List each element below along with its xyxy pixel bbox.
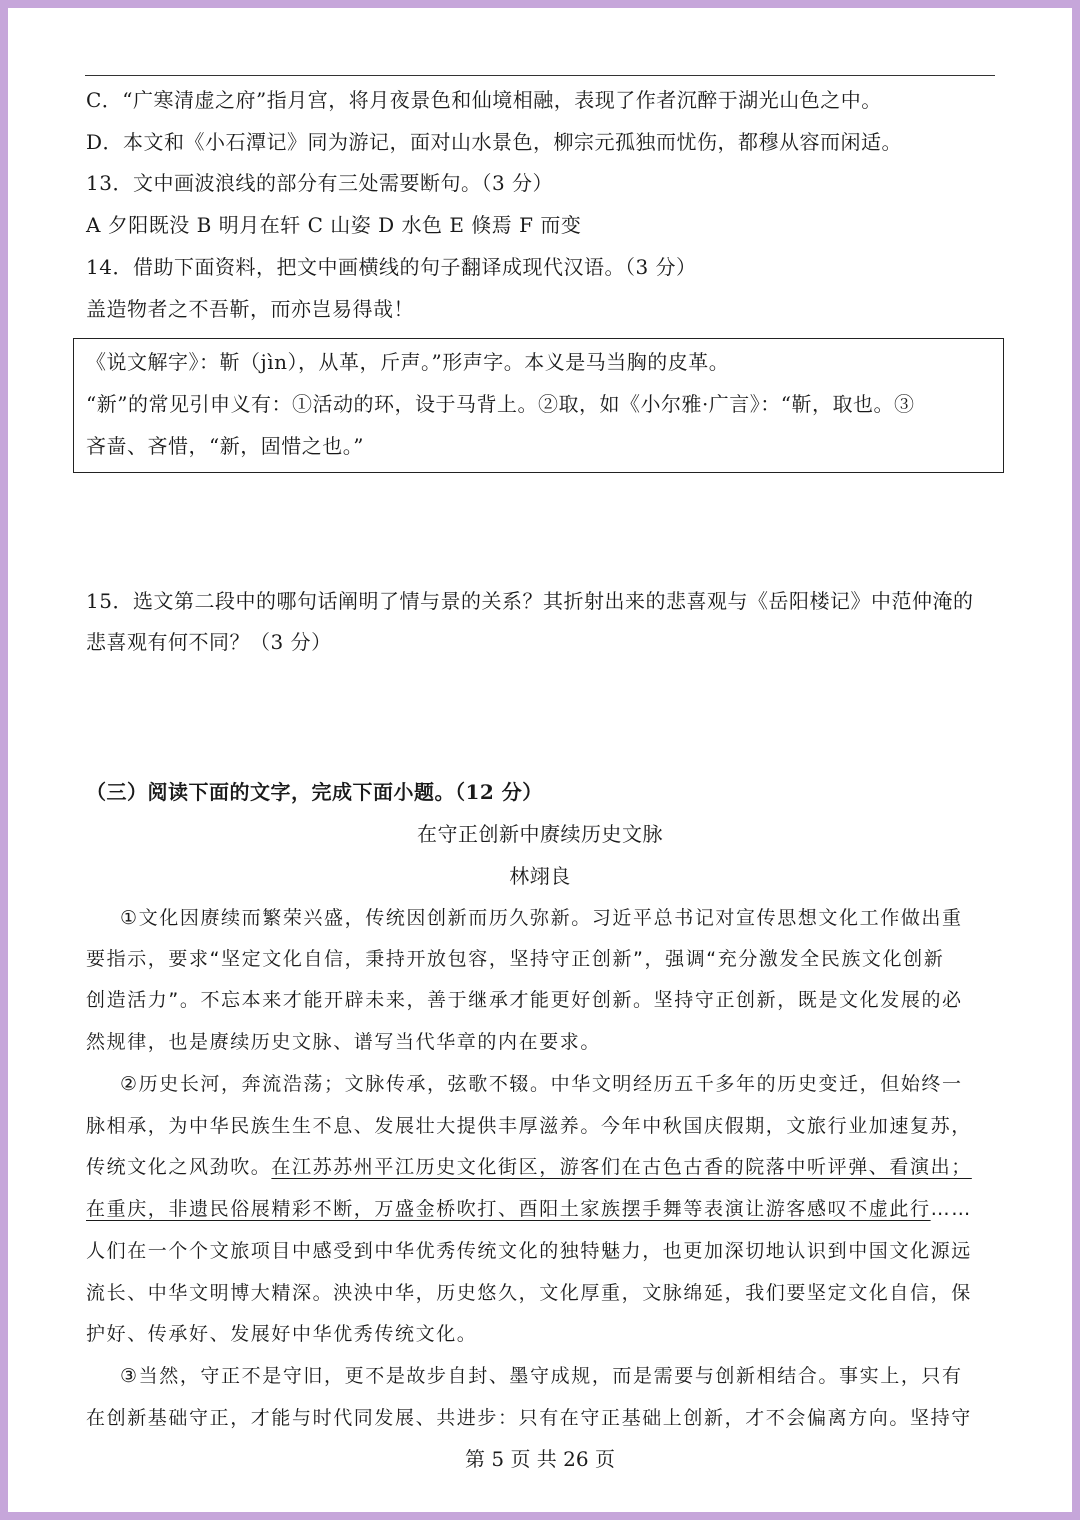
paragraph-line bbox=[86, 1196, 972, 1222]
question-13: 13．文中画波浪线的部分有三处需要断句。（3 分） bbox=[86, 171, 554, 195]
question-13-segments: A 夕阳既没 B 明月在轩 C 山姿 D 水色 E 倏焉 F 而变 bbox=[86, 213, 582, 237]
article-title: 在守正创新中赓续历史文脉 bbox=[417, 822, 663, 846]
underlined-sentence: 在重庆，非遗民俗展精彩不断，万盛金桥吹打、酉阳土家族摆手舞等表演让游客感叹不虚此行 bbox=[86, 1198, 931, 1220]
paragraph-text: …… bbox=[930, 1198, 972, 1220]
option-d: D．本文和《小石潭记》同为游记，面对山水景色，柳宗元孤独而忧伤，都穆从容而闲适。 bbox=[86, 130, 903, 154]
question-15: 悲喜观有何不同？（3 分） bbox=[86, 630, 332, 654]
page-footer: 第 5 页 共 26 页 bbox=[465, 1447, 615, 1471]
paragraph-line: ②历史长河，奔流浩荡；文脉传承，弦歌不辍。中华文明经历五千多年的历史变迁，但始终一 bbox=[120, 1073, 963, 1095]
article-author: 林翊良 bbox=[509, 864, 571, 888]
paragraph-line bbox=[86, 1154, 972, 1180]
question-15: 15．选文第二段中的哪句话阐明了情与景的关系？其折射出来的悲喜观与《岳阳楼记》中范仲淹的 bbox=[86, 589, 974, 613]
paragraph-line: 流长、中华文明博大精深。泱泱中华，历史悠久，文化厚重，文脉绵延，我们要坚定文化自信，保 bbox=[86, 1282, 972, 1304]
header-rule bbox=[85, 75, 995, 76]
paragraph-text: 传统文化之风劲吹。 bbox=[86, 1156, 272, 1178]
paragraph-line: 护好、传承好、发展好中华优秀传统文化。 bbox=[86, 1323, 478, 1345]
paragraph-line: 脉相承，为中华民族生生不息、发展壮大提供丰厚滋养。今年中秋国庆假期，文旅行业加速复苏， bbox=[86, 1115, 972, 1137]
paragraph-line: ①文化因赓续而繁荣兴盛，传统因创新而历久弥新。习近平总书记对宣传思想文化工作做出重 bbox=[120, 907, 963, 929]
reference-line: 吝啬、吝惜，“新，固惜之也。” bbox=[86, 434, 364, 458]
underlined-sentence: 在江苏苏州平江历史文化街区，游客们在古色古香的院落中听评弹、看演出； bbox=[271, 1156, 972, 1178]
question-14-sentence: 盖造物者之不吾靳，而亦岂易得哉！ bbox=[86, 297, 414, 321]
option-c: C．“广寒清虚之府”指月宫，将月夜景色和仙境相融，表现了作者沉醉于湖光山色之中。 bbox=[86, 88, 882, 112]
reference-line: “新”的常见引申义有：①活动的环，设于马背上。②取，如《小尔雅·广言》：“靳，取也。③ bbox=[86, 392, 915, 416]
reference-line: 《说文解字》：靳（jìn），从革，斤声。”形声字。本义是马当胸的皮革。 bbox=[86, 350, 730, 374]
exam-page bbox=[8, 8, 1072, 1512]
paragraph-line: 在创新基础守正，才能与时代同发展、共进步：只有在守正基础上创新，才不会偏离方向。坚持守 bbox=[86, 1407, 972, 1429]
paragraph-line: 然规律，也是赓续历史文脉、谱写当代华章的内在要求。 bbox=[86, 1031, 602, 1053]
section-heading: （三）阅读下面的文字，完成下面小题。（12 分） bbox=[86, 780, 543, 804]
question-14: 14．借助下面资料，把文中画横线的句子翻译成现代汉语。（3 分） bbox=[86, 255, 697, 279]
paragraph-line: 人们在一个个文旅项目中感受到中华优秀传统文化的独特魅力，也更加深切地认识到中国文化源远 bbox=[86, 1240, 972, 1262]
reference-box bbox=[73, 338, 1004, 473]
paragraph-line: 创造活力”。不忘本来才能开辟未来，善于继承才能更好创新。坚持守正创新，既是文化发展的必 bbox=[86, 989, 963, 1011]
paragraph-line: 要指示，要求“坚定文化自信，秉持开放包容，坚持守正创新”，强调“充分激发全民族文化创新 bbox=[86, 948, 945, 970]
paragraph-line: ③当然，守正不是守旧，更不是故步自封、墨守成规，而是需要与创新相结合。事实上，只有 bbox=[120, 1365, 963, 1387]
